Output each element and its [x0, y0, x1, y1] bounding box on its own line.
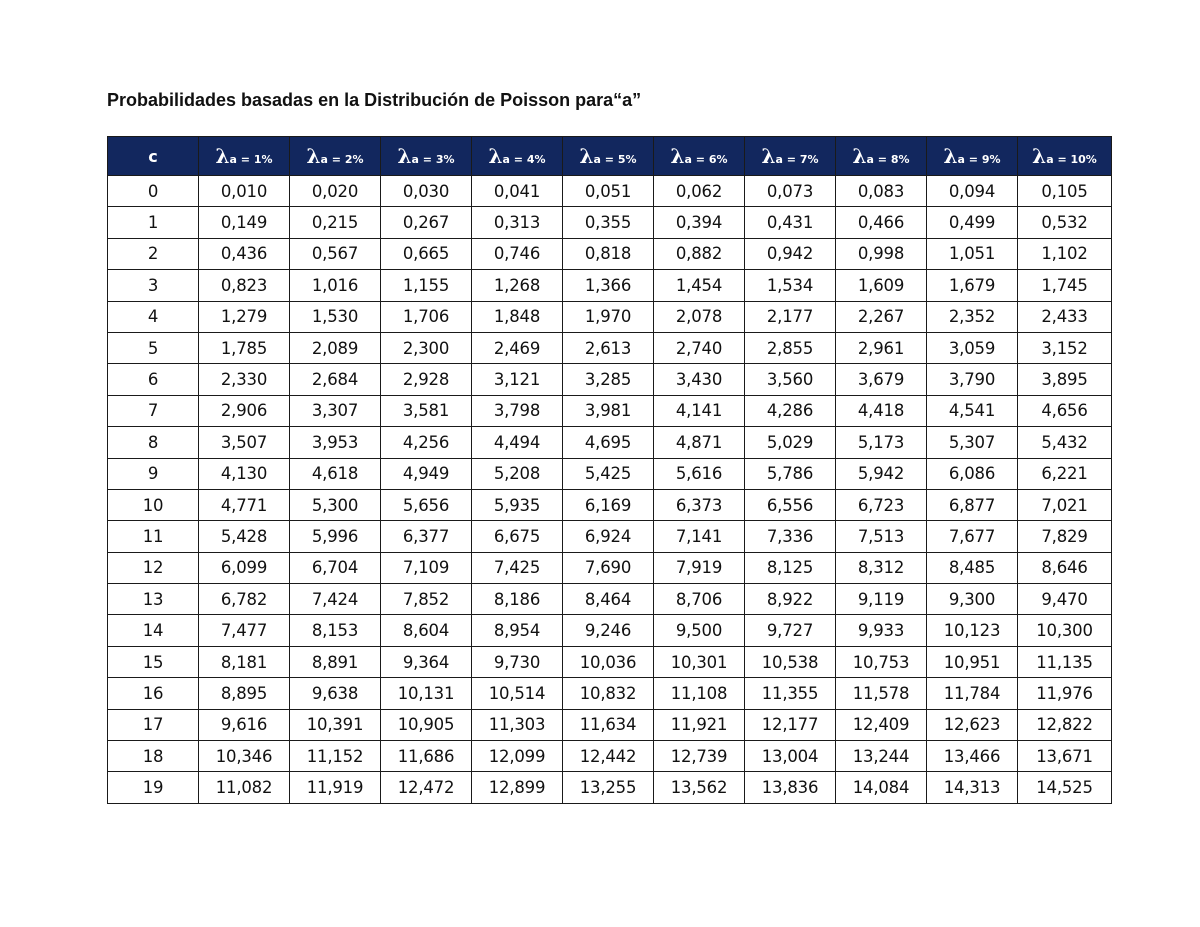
- table-cell: 1,102: [1018, 238, 1112, 269]
- table-cell: 9,730: [472, 646, 563, 677]
- table-cell: 0,041: [472, 176, 563, 207]
- row-c-value: 4: [108, 301, 199, 332]
- table-cell: 0,030: [381, 176, 472, 207]
- table-cell: 13,255: [563, 772, 654, 803]
- table-cell: 2,330: [199, 364, 290, 395]
- table-cell: 2,267: [836, 301, 927, 332]
- table-cell: 11,634: [563, 709, 654, 740]
- table-cell: 9,638: [290, 678, 381, 709]
- table-cell: 9,500: [654, 615, 745, 646]
- table-cell: 4,695: [563, 427, 654, 458]
- table-cell: 10,951: [927, 646, 1018, 677]
- table-cell: 1,785: [199, 332, 290, 363]
- table-cell: 2,089: [290, 332, 381, 363]
- table-cell: 3,121: [472, 364, 563, 395]
- table-cell: 0,010: [199, 176, 290, 207]
- table-cell: 12,177: [745, 709, 836, 740]
- table-cell: 10,123: [927, 615, 1018, 646]
- table-cell: 6,086: [927, 458, 1018, 489]
- lambda-symbol: λ: [306, 144, 321, 168]
- table-cell: 7,690: [563, 552, 654, 583]
- row-c-value: 16: [108, 678, 199, 709]
- table-cell: 8,181: [199, 646, 290, 677]
- lambda-label: a = 3%: [411, 153, 455, 166]
- lambda-symbol: λ: [579, 144, 594, 168]
- table-cell: 9,933: [836, 615, 927, 646]
- table-cell: 5,173: [836, 427, 927, 458]
- table-cell: 5,300: [290, 489, 381, 520]
- table-cell: 12,739: [654, 741, 745, 772]
- table-cell: 11,303: [472, 709, 563, 740]
- table-cell: 5,996: [290, 521, 381, 552]
- table-cell: 0,532: [1018, 207, 1112, 238]
- table-cell: 2,433: [1018, 301, 1112, 332]
- table-cell: 0,215: [290, 207, 381, 238]
- table-cell: 3,953: [290, 427, 381, 458]
- table-cell: 2,613: [563, 332, 654, 363]
- table-cell: 1,279: [199, 301, 290, 332]
- table-cell: 4,418: [836, 395, 927, 426]
- table-row: [108, 427, 1112, 458]
- table-cell: 0,942: [745, 238, 836, 269]
- table-cell: 9,470: [1018, 584, 1112, 615]
- header-lambda-5: [563, 137, 654, 176]
- lambda-symbol: λ: [397, 144, 412, 168]
- table-cell: 10,346: [199, 741, 290, 772]
- row-c-value: 3: [108, 270, 199, 301]
- table-cell: 0,267: [381, 207, 472, 238]
- table-cell: 12,623: [927, 709, 1018, 740]
- table-row: [108, 489, 1112, 520]
- table-cell: 11,578: [836, 678, 927, 709]
- table-cell: 0,882: [654, 238, 745, 269]
- lambda-label: a = 10%: [1046, 153, 1097, 166]
- table-cell: 10,538: [745, 646, 836, 677]
- table-cell: 0,062: [654, 176, 745, 207]
- lambda-symbol: λ: [761, 144, 776, 168]
- row-c-value: 15: [108, 646, 199, 677]
- table-row: [108, 207, 1112, 238]
- table-cell: 3,507: [199, 427, 290, 458]
- table-cell: 3,307: [290, 395, 381, 426]
- table-cell: 11,082: [199, 772, 290, 803]
- header-lambda-3: [381, 137, 472, 176]
- table-cell: 11,921: [654, 709, 745, 740]
- table-cell: 4,949: [381, 458, 472, 489]
- table-cell: 9,616: [199, 709, 290, 740]
- table-cell: 0,431: [745, 207, 836, 238]
- lambda-label: a = 9%: [957, 153, 1001, 166]
- table-cell: 5,935: [472, 489, 563, 520]
- table-cell: 3,679: [836, 364, 927, 395]
- table-cell: 1,848: [472, 301, 563, 332]
- table-cell: 8,125: [745, 552, 836, 583]
- row-c-value: 14: [108, 615, 199, 646]
- table-cell: 11,108: [654, 678, 745, 709]
- table-cell: 11,686: [381, 741, 472, 772]
- table-cell: 8,485: [927, 552, 1018, 583]
- table-cell: 8,186: [472, 584, 563, 615]
- table-row: [108, 238, 1112, 269]
- lambda-symbol: λ: [1032, 144, 1047, 168]
- table-cell: 5,425: [563, 458, 654, 489]
- table-cell: 9,364: [381, 646, 472, 677]
- table-cell: 0,020: [290, 176, 381, 207]
- row-c-value: 6: [108, 364, 199, 395]
- table-row: [108, 678, 1112, 709]
- row-c-value: 12: [108, 552, 199, 583]
- table-row: [108, 332, 1112, 363]
- table-cell: 2,906: [199, 395, 290, 426]
- table-header: [108, 137, 1112, 176]
- table-row: [108, 709, 1112, 740]
- table-row: [108, 615, 1112, 646]
- table-cell: 14,525: [1018, 772, 1112, 803]
- header-lambda-9: [927, 137, 1018, 176]
- table-body: [108, 176, 1112, 804]
- row-c-value: 18: [108, 741, 199, 772]
- table-cell: 3,798: [472, 395, 563, 426]
- table-cell: 4,656: [1018, 395, 1112, 426]
- table-cell: 12,409: [836, 709, 927, 740]
- table-cell: 5,616: [654, 458, 745, 489]
- table-cell: 6,169: [563, 489, 654, 520]
- table-cell: 11,784: [927, 678, 1018, 709]
- table-cell: 5,786: [745, 458, 836, 489]
- table-cell: 12,472: [381, 772, 472, 803]
- table-row: [108, 176, 1112, 207]
- table-cell: 14,084: [836, 772, 927, 803]
- table-cell: 5,942: [836, 458, 927, 489]
- table-cell: 12,442: [563, 741, 654, 772]
- table-cell: 10,832: [563, 678, 654, 709]
- table-cell: 6,704: [290, 552, 381, 583]
- table-cell: 3,981: [563, 395, 654, 426]
- table-cell: 6,782: [199, 584, 290, 615]
- table-cell: 12,099: [472, 741, 563, 772]
- table-cell: 8,604: [381, 615, 472, 646]
- table-row: [108, 301, 1112, 332]
- table-cell: 8,646: [1018, 552, 1112, 583]
- table-cell: 6,373: [654, 489, 745, 520]
- table-row: [108, 584, 1112, 615]
- row-c-value: 19: [108, 772, 199, 803]
- table-cell: 1,609: [836, 270, 927, 301]
- table-cell: 10,514: [472, 678, 563, 709]
- lambda-label: a = 4%: [502, 153, 546, 166]
- table-cell: 1,530: [290, 301, 381, 332]
- table-cell: 8,895: [199, 678, 290, 709]
- row-c-value: 2: [108, 238, 199, 269]
- table-cell: 7,919: [654, 552, 745, 583]
- row-c-value: 0: [108, 176, 199, 207]
- table-cell: 2,855: [745, 332, 836, 363]
- table-cell: 2,300: [381, 332, 472, 363]
- lambda-symbol: λ: [215, 144, 230, 168]
- table-cell: 0,394: [654, 207, 745, 238]
- table-cell: 6,377: [381, 521, 472, 552]
- table-row: [108, 646, 1112, 677]
- table-cell: 3,285: [563, 364, 654, 395]
- lambda-symbol: λ: [488, 144, 503, 168]
- row-c-value: 5: [108, 332, 199, 363]
- table-cell: 4,541: [927, 395, 1018, 426]
- table-cell: 11,152: [290, 741, 381, 772]
- table-cell: 2,078: [654, 301, 745, 332]
- table-cell: 5,029: [745, 427, 836, 458]
- table-cell: 6,221: [1018, 458, 1112, 489]
- table-cell: 7,424: [290, 584, 381, 615]
- table-cell: 5,428: [199, 521, 290, 552]
- table-cell: 0,105: [1018, 176, 1112, 207]
- table-cell: 10,301: [654, 646, 745, 677]
- table-cell: 6,877: [927, 489, 1018, 520]
- lambda-label: a = 8%: [866, 153, 910, 166]
- table-cell: 2,469: [472, 332, 563, 363]
- table-cell: 7,021: [1018, 489, 1112, 520]
- table-cell: 3,790: [927, 364, 1018, 395]
- table-cell: 0,436: [199, 238, 290, 269]
- table-cell: 0,051: [563, 176, 654, 207]
- row-c-value: 13: [108, 584, 199, 615]
- table-cell: 1,268: [472, 270, 563, 301]
- table-row: [108, 458, 1112, 489]
- lambda-label: a = 5%: [593, 153, 637, 166]
- lambda-label: a = 6%: [684, 153, 728, 166]
- table-cell: 10,036: [563, 646, 654, 677]
- table-cell: 7,829: [1018, 521, 1112, 552]
- table-cell: 11,135: [1018, 646, 1112, 677]
- row-c-value: 10: [108, 489, 199, 520]
- table-cell: 4,130: [199, 458, 290, 489]
- table-cell: 6,924: [563, 521, 654, 552]
- header-row: [108, 137, 1112, 176]
- poisson-table: [107, 136, 1112, 804]
- table-cell: 1,016: [290, 270, 381, 301]
- table-cell: 3,430: [654, 364, 745, 395]
- table-cell: 8,153: [290, 615, 381, 646]
- table-cell: 0,567: [290, 238, 381, 269]
- table-cell: 5,208: [472, 458, 563, 489]
- table-cell: 12,899: [472, 772, 563, 803]
- table-cell: 13,836: [745, 772, 836, 803]
- table-cell: 2,961: [836, 332, 927, 363]
- table-cell: 1,155: [381, 270, 472, 301]
- table-cell: 1,534: [745, 270, 836, 301]
- table-cell: 9,727: [745, 615, 836, 646]
- table-cell: 8,954: [472, 615, 563, 646]
- table-cell: 0,665: [381, 238, 472, 269]
- table-cell: 2,684: [290, 364, 381, 395]
- table-row: [108, 772, 1112, 803]
- table-cell: 10,905: [381, 709, 472, 740]
- header-lambda-2: [290, 137, 381, 176]
- lambda-symbol: λ: [943, 144, 958, 168]
- table-cell: 14,313: [927, 772, 1018, 803]
- header-lambda-6: [654, 137, 745, 176]
- table-cell: 5,656: [381, 489, 472, 520]
- table-cell: 7,336: [745, 521, 836, 552]
- table-cell: 11,919: [290, 772, 381, 803]
- row-c-value: 7: [108, 395, 199, 426]
- table-cell: 0,499: [927, 207, 1018, 238]
- table-cell: 0,818: [563, 238, 654, 269]
- row-c-value: 17: [108, 709, 199, 740]
- table-cell: 6,675: [472, 521, 563, 552]
- table-row: [108, 270, 1112, 301]
- lambda-label: a = 1%: [229, 153, 273, 166]
- table-cell: 1,366: [563, 270, 654, 301]
- table-cell: 7,109: [381, 552, 472, 583]
- table-cell: 2,352: [927, 301, 1018, 332]
- table-cell: 3,059: [927, 332, 1018, 363]
- table-cell: 4,494: [472, 427, 563, 458]
- table-cell: 13,004: [745, 741, 836, 772]
- table-cell: 2,740: [654, 332, 745, 363]
- table-cell: 7,141: [654, 521, 745, 552]
- lambda-symbol: λ: [670, 144, 685, 168]
- table-cell: 9,300: [927, 584, 1018, 615]
- table-cell: 0,466: [836, 207, 927, 238]
- table-cell: 0,355: [563, 207, 654, 238]
- table-cell: 8,706: [654, 584, 745, 615]
- table-cell: 9,119: [836, 584, 927, 615]
- table-cell: 10,131: [381, 678, 472, 709]
- table-cell: 2,928: [381, 364, 472, 395]
- table-row: [108, 395, 1112, 426]
- header-lambda-10: [1018, 137, 1112, 176]
- table-cell: 11,976: [1018, 678, 1112, 709]
- lambda-label: a = 2%: [320, 153, 364, 166]
- table-cell: 0,313: [472, 207, 563, 238]
- table-cell: 4,771: [199, 489, 290, 520]
- table-cell: 1,454: [654, 270, 745, 301]
- table-cell: 3,152: [1018, 332, 1112, 363]
- table-cell: 7,477: [199, 615, 290, 646]
- table-cell: 6,556: [745, 489, 836, 520]
- header-lambda-1: [199, 137, 290, 176]
- table-cell: 4,141: [654, 395, 745, 426]
- table-cell: 6,723: [836, 489, 927, 520]
- table-cell: 0,998: [836, 238, 927, 269]
- table-cell: 4,286: [745, 395, 836, 426]
- page-title: Probabilidades basadas en la Distribución de Poisson para“a”: [107, 90, 642, 110]
- table-cell: 3,895: [1018, 364, 1112, 395]
- table-cell: 11,355: [745, 678, 836, 709]
- header-lambda-8: [836, 137, 927, 176]
- table-cell: 1,970: [563, 301, 654, 332]
- table-cell: 4,618: [290, 458, 381, 489]
- header-lambda-4: [472, 137, 563, 176]
- table-cell: 12,822: [1018, 709, 1112, 740]
- table-cell: 8,891: [290, 646, 381, 677]
- table-cell: 13,562: [654, 772, 745, 803]
- table-cell: 3,560: [745, 364, 836, 395]
- table-cell: 7,513: [836, 521, 927, 552]
- row-c-value: 11: [108, 521, 199, 552]
- table-cell: 10,753: [836, 646, 927, 677]
- lambda-label: a = 7%: [775, 153, 819, 166]
- table-row: [108, 741, 1112, 772]
- table-cell: 0,094: [927, 176, 1018, 207]
- table-row: [108, 364, 1112, 395]
- row-c-value: 9: [108, 458, 199, 489]
- table-cell: 0,073: [745, 176, 836, 207]
- table-cell: 8,312: [836, 552, 927, 583]
- table-cell: 7,425: [472, 552, 563, 583]
- table-cell: 8,922: [745, 584, 836, 615]
- table-row: [108, 552, 1112, 583]
- header-c: c: [108, 137, 199, 176]
- table-cell: 10,300: [1018, 615, 1112, 646]
- table-cell: 1,706: [381, 301, 472, 332]
- table-cell: 0,823: [199, 270, 290, 301]
- table-cell: 9,246: [563, 615, 654, 646]
- table-cell: 5,307: [927, 427, 1018, 458]
- table-cell: 13,466: [927, 741, 1018, 772]
- table-cell: 4,871: [654, 427, 745, 458]
- table-cell: 13,671: [1018, 741, 1112, 772]
- row-c-value: 8: [108, 427, 199, 458]
- table-cell: 5,432: [1018, 427, 1112, 458]
- table-cell: 7,677: [927, 521, 1018, 552]
- table-cell: 10,391: [290, 709, 381, 740]
- header-lambda-7: [745, 137, 836, 176]
- table-cell: 7,852: [381, 584, 472, 615]
- table-cell: 6,099: [199, 552, 290, 583]
- table-cell: 1,051: [927, 238, 1018, 269]
- table-cell: 0,083: [836, 176, 927, 207]
- table-cell: 3,581: [381, 395, 472, 426]
- row-c-value: 1: [108, 207, 199, 238]
- table-cell: 4,256: [381, 427, 472, 458]
- table-row: [108, 521, 1112, 552]
- table-cell: 1,745: [1018, 270, 1112, 301]
- table-cell: 0,746: [472, 238, 563, 269]
- table-cell: 1,679: [927, 270, 1018, 301]
- table-cell: 8,464: [563, 584, 654, 615]
- lambda-symbol: λ: [852, 144, 867, 168]
- table-cell: 13,244: [836, 741, 927, 772]
- table-cell: 0,149: [199, 207, 290, 238]
- table-cell: 2,177: [745, 301, 836, 332]
